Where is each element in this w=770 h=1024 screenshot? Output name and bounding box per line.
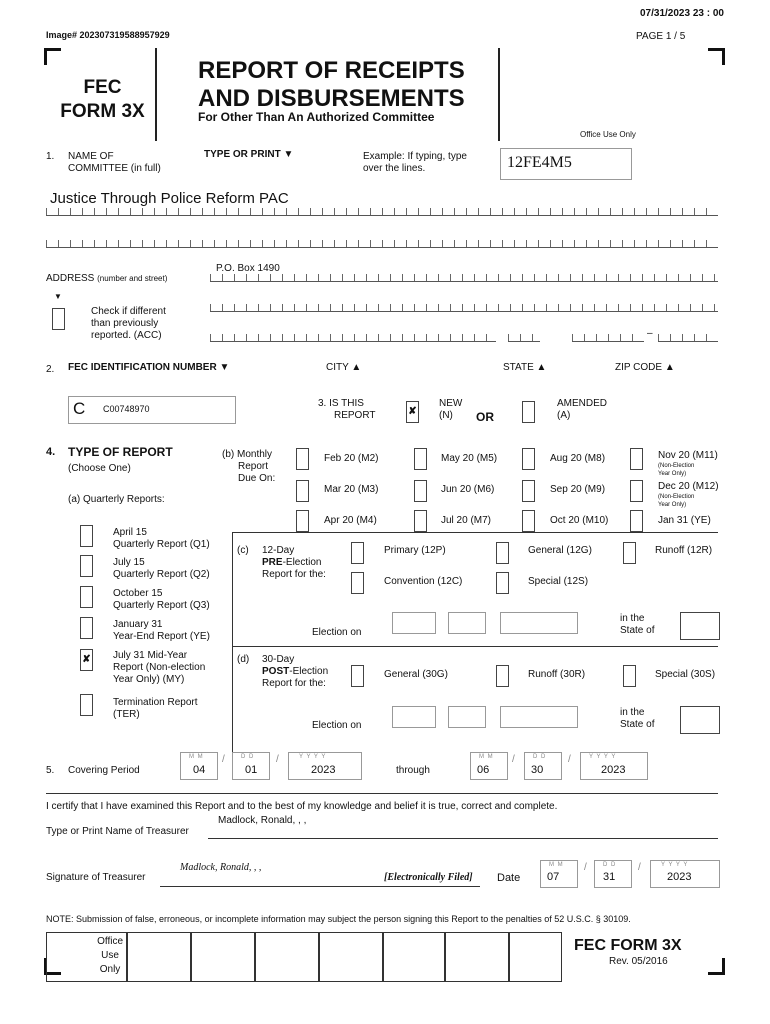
m4-checkbox[interactable] <box>296 510 309 532</box>
to-day-value: 30 <box>531 764 544 776</box>
12s-label: Special (12S) <box>528 576 589 587</box>
m11-label <box>658 450 718 478</box>
dd-hint: D D <box>533 754 547 760</box>
label-line: Quarterly Report (Q3) <box>113 600 210 611</box>
label-bold: PRE <box>262 557 283 568</box>
m5-checkbox[interactable] <box>414 448 427 470</box>
section-number: 3. <box>318 398 327 409</box>
date-month-field[interactable] <box>540 860 578 888</box>
divider <box>46 793 718 794</box>
m12-checkbox[interactable] <box>630 480 643 502</box>
yyyy-hint: Y Y Y Y <box>299 754 327 760</box>
page-number: PAGE 1 / 5 <box>636 31 686 42</box>
m4-label: Apr 20 (M4) <box>324 515 377 526</box>
label-line: July 31 Mid-Year <box>113 650 188 661</box>
m12-label <box>658 481 719 509</box>
form-subtitle: For Other Than An Authorized Committee <box>198 110 435 124</box>
label-line: REPORT <box>334 410 376 421</box>
label-line: (TER) <box>113 709 140 720</box>
pre-election-state[interactable] <box>680 612 720 640</box>
covering-period-label: Covering Period <box>68 765 140 776</box>
label-line: State of <box>620 625 655 636</box>
signature-label: Signature of Treasurer <box>46 872 146 883</box>
type-name-label: Type or Print Name of Treasurer <box>46 826 189 837</box>
to-month-value: 06 <box>477 764 490 776</box>
q3-checkbox[interactable] <box>80 586 93 608</box>
label-line: than previously <box>91 318 159 329</box>
label-line: 30-Day <box>262 654 295 665</box>
label-line: Due On: <box>238 473 276 484</box>
post-election-on-label: Election on <box>312 720 362 731</box>
pre-election-on-label: Election on <box>312 627 362 638</box>
ter-label <box>113 697 197 721</box>
m8-checkbox[interactable] <box>522 448 535 470</box>
m9-label: Sep 20 (M9) <box>550 484 606 495</box>
30s-label: Special (30S) <box>655 669 716 680</box>
slash: / <box>568 754 571 765</box>
note-line: Year Only) <box>658 471 687 477</box>
footer-form-name: FEC FORM 3X <box>574 937 682 954</box>
label-line: Report for the: <box>262 678 326 689</box>
example-code: 12FE4M5 <box>507 154 572 171</box>
section-number: 1. <box>46 151 55 162</box>
label-line: April 15 <box>113 527 147 538</box>
type-of-report-title: TYPE OF REPORT <box>68 445 173 459</box>
field-underline <box>508 341 540 342</box>
divider <box>232 532 718 533</box>
address-value: P.O. Box 1490 <box>216 263 280 274</box>
q1-label <box>113 527 210 551</box>
q1-checkbox[interactable] <box>80 525 93 547</box>
label-line: in the <box>620 707 645 718</box>
post-label <box>262 654 328 690</box>
dd-hint: D D <box>241 754 255 760</box>
penalty-note: NOTE: Submission of false, erroneous, or incomplete information may subject the person signing this Report to the penalties of 52 U.S.C. § 30109. <box>46 914 631 924</box>
title-line2: AND DISBURSEMENTS <box>198 85 465 112</box>
label-bold: POST <box>262 666 290 677</box>
section-number: 4. <box>46 446 56 458</box>
form-badge-line1: FEC <box>83 77 122 98</box>
pre-election-month[interactable] <box>392 612 436 634</box>
electronically-filed: [Electronically Filed] <box>384 872 473 883</box>
30s-checkbox[interactable] <box>623 665 636 687</box>
label-line: Year-End Report (YE) <box>113 631 210 642</box>
footer-revision: Rev. 05/2016 <box>609 956 668 967</box>
label-line: Office <box>97 936 123 947</box>
label-line: State of <box>620 719 655 730</box>
office-use-cell <box>190 932 256 982</box>
to-year-field[interactable] <box>580 752 648 780</box>
ye-monthly-checkbox[interactable] <box>630 510 643 532</box>
office-use-cell <box>382 932 446 982</box>
mm-hint: M M <box>549 862 564 868</box>
q2-label <box>113 557 210 581</box>
m6-checkbox[interactable] <box>414 480 427 502</box>
note-line: Year Only) <box>658 502 687 508</box>
amended-label <box>557 398 607 422</box>
from-month-value: 04 <box>193 764 206 776</box>
divider <box>155 48 157 141</box>
12p-checkbox[interactable] <box>351 542 364 564</box>
pre-election-day[interactable] <box>448 612 486 634</box>
m3-label: Mar 20 (M3) <box>324 484 379 495</box>
note-line: (Non-Election <box>658 494 695 500</box>
city-label: CITY ▲ <box>326 362 362 373</box>
label-line: AMENDED <box>557 398 608 409</box>
field-underline <box>210 281 718 282</box>
state-label: STATE ▲ <box>503 362 547 373</box>
12s-checkbox[interactable] <box>496 572 509 594</box>
zip-ext-field[interactable] <box>658 328 718 342</box>
label-line: reported. (ACC) <box>91 330 162 341</box>
yyyy-hint: Y Y Y Y <box>589 754 617 760</box>
section-number: 2. <box>46 364 55 375</box>
certification-statement: I certify that I have examined this Report and to the best of my knowledge and belief it is true, correct and complete. <box>46 801 558 812</box>
label-line: Report (Non-election <box>113 662 206 673</box>
label-line: (N) <box>439 410 453 421</box>
12g-checkbox[interactable] <box>496 542 509 564</box>
label-line: July 15 <box>113 557 145 568</box>
post-election-month[interactable] <box>392 706 436 728</box>
committee-name-field-line2[interactable] <box>46 232 718 248</box>
office-use-cell <box>508 932 562 982</box>
m6-label: Jun 20 (M6) <box>441 484 495 495</box>
field-underline <box>46 215 718 216</box>
label-line: (A) <box>557 410 571 421</box>
timestamp: 07/31/2023 23 : 00 <box>640 8 724 19</box>
is-this-report-label <box>318 398 376 422</box>
through-label: through <box>396 765 430 776</box>
address-label-sub: (number and street) <box>97 274 168 283</box>
office-use-only-label: Office Use Only <box>580 130 636 139</box>
fec-id-prefix: C <box>73 399 86 418</box>
m11-checkbox[interactable] <box>630 448 643 470</box>
quarterly-reports-label: (a) Quarterly Reports: <box>68 494 165 505</box>
my-checkbox[interactable]: ✘ <box>80 649 93 671</box>
pre-election-year[interactable] <box>500 612 578 634</box>
label-line: Quarterly Report (Q1) <box>113 539 210 550</box>
my-label <box>113 650 205 686</box>
from-month-field[interactable] <box>180 752 218 780</box>
label-line: in the <box>620 613 645 624</box>
pre-state-label <box>620 613 654 637</box>
address-label-main: ADDRESS <box>46 273 95 284</box>
example-box <box>500 148 632 180</box>
office-use-cell <box>444 932 510 982</box>
to-month-field[interactable] <box>470 752 508 780</box>
field-underline <box>210 341 496 342</box>
arrow-down-icon: ▼ <box>54 292 62 301</box>
label-line: Quarterly Report (Q2) <box>113 569 210 580</box>
from-year-value: 2023 <box>311 764 336 776</box>
m3-checkbox[interactable] <box>296 480 309 502</box>
30g-label: General (30G) <box>384 669 448 680</box>
to-year-value: 2023 <box>601 764 626 776</box>
office-use-cell <box>254 932 320 982</box>
m2-label: Feb 20 (M2) <box>324 453 379 464</box>
committee-name-field[interactable] <box>46 190 718 216</box>
office-use-label <box>97 935 123 977</box>
or-label: OR <box>476 410 494 424</box>
post-letter: (d) <box>237 654 250 665</box>
date-year-value: 2023 <box>667 871 692 883</box>
m7-label: Jul 20 (M7) <box>441 515 492 526</box>
note-line: (Non-Election <box>658 463 695 469</box>
example-line: over the lines. <box>363 163 426 174</box>
label-line: October 15 <box>113 588 163 599</box>
date-day-value: 31 <box>603 871 616 883</box>
fec-id-field[interactable] <box>68 396 236 424</box>
label-line: Report for the: <box>262 569 326 580</box>
label-line: NEW <box>439 398 463 409</box>
12r-label: Runoff (12R) <box>655 545 713 556</box>
image-number: Image# 202307319588957929 <box>46 30 170 40</box>
slash: / <box>512 754 515 765</box>
pre-label <box>262 545 326 581</box>
office-use-cell <box>318 932 384 982</box>
label-line: COMMITTEE (in full) <box>68 163 161 174</box>
m10-label: Oct 20 (M10) <box>550 515 609 526</box>
field-underline <box>210 311 718 312</box>
divider <box>232 532 233 752</box>
zip-dash: – <box>647 328 653 339</box>
post-election-year[interactable] <box>500 706 578 728</box>
treasurer-name-value: Madlock, Ronald, , , <box>218 815 307 826</box>
ye-monthly-label: Jan 31 (YE) <box>658 515 711 526</box>
example-line: Example: If typing, type <box>363 151 467 162</box>
label-line: Only <box>99 964 121 975</box>
slash: / <box>638 862 641 873</box>
12c-checkbox[interactable] <box>351 572 364 594</box>
to-day-field[interactable] <box>524 752 562 780</box>
m10-checkbox[interactable] <box>522 510 535 532</box>
section-number: 5. <box>46 765 55 776</box>
committee-name-value: Justice Through Police Reform PAC <box>50 190 289 207</box>
check-different-label <box>91 306 166 342</box>
12r-checkbox[interactable] <box>623 542 636 564</box>
address-line2-field[interactable] <box>210 298 718 312</box>
from-year-field[interactable] <box>288 752 362 780</box>
example-instructions <box>363 151 467 175</box>
date-year-field[interactable] <box>650 860 720 888</box>
ye-quarterly-checkbox[interactable] <box>80 617 93 639</box>
corner-mark-tr <box>708 48 725 65</box>
choose-one-label: (Choose One) <box>68 463 131 474</box>
q3-label <box>113 588 210 612</box>
30g-checkbox[interactable] <box>351 665 364 687</box>
corner-mark-br <box>708 958 725 975</box>
m2-checkbox[interactable] <box>296 448 309 470</box>
fec-id-label: FEC IDENTIFICATION NUMBER ▼ <box>68 362 230 373</box>
field-underline <box>572 341 644 342</box>
ter-checkbox[interactable] <box>80 694 93 716</box>
form-badge-line2: FORM 3X <box>60 101 145 122</box>
field-underline <box>658 341 718 342</box>
label-line: Nov 20 (M11) <box>658 450 718 461</box>
m8-label: Aug 20 (M8) <box>550 453 606 464</box>
form-badge <box>55 76 150 124</box>
amended-report-checkbox[interactable] <box>522 401 535 423</box>
signature-value: Madlock, Ronald, , , <box>180 862 262 873</box>
label-line: Year Only) (MY) <box>113 674 185 685</box>
treasurer-name-line <box>208 838 718 839</box>
form-title <box>198 57 465 113</box>
post-election-day[interactable] <box>448 706 486 728</box>
new-label <box>439 398 462 422</box>
pre-letter: (c) <box>237 545 249 556</box>
slash: / <box>276 754 279 765</box>
yyyy-hint: Y Y Y Y <box>661 862 689 868</box>
label-line: IS THIS <box>329 398 364 409</box>
title-line1: REPORT OF RECEIPTS <box>198 57 465 84</box>
divider <box>232 646 718 647</box>
acc-checkbox[interactable] <box>52 308 65 330</box>
label-line: NAME OF <box>68 151 114 162</box>
new-report-checkbox[interactable]: ✘ <box>406 401 419 423</box>
post-election-state[interactable] <box>680 706 720 734</box>
from-day-value: 01 <box>245 764 258 776</box>
label-line: Use <box>101 950 119 961</box>
slash: / <box>584 862 587 873</box>
signature-line <box>160 886 480 887</box>
fec-id-value: C00748970 <box>103 404 150 414</box>
zip-label: ZIP CODE ▲ <box>615 362 675 373</box>
zip-field[interactable] <box>572 328 644 342</box>
date-label: Date <box>497 872 521 884</box>
ye-label <box>113 619 210 643</box>
office-use-grid-label-cell <box>46 932 128 982</box>
label-rest: -Election <box>282 557 322 568</box>
label-line: Dec 20 (M12) <box>658 481 719 492</box>
office-use-cell <box>126 932 192 982</box>
type-or-print-label: TYPE OR PRINT ▼ <box>204 149 294 160</box>
address-line1-field[interactable] <box>210 262 718 282</box>
state-field[interactable] <box>508 328 540 342</box>
m7-checkbox[interactable] <box>414 510 427 532</box>
from-day-field[interactable] <box>232 752 270 780</box>
committee-name-label <box>68 151 161 175</box>
30r-checkbox[interactable] <box>496 665 509 687</box>
label-line: (b) Monthly <box>222 449 273 460</box>
12p-label: Primary (12P) <box>384 545 446 556</box>
30r-label: Runoff (30R) <box>528 669 586 680</box>
label-line: 12-Day <box>262 545 295 556</box>
date-day-field[interactable] <box>594 860 632 888</box>
monthly-report-label <box>222 449 275 485</box>
12c-label: Convention (12C) <box>384 576 463 587</box>
12g-label: General (12G) <box>528 545 592 556</box>
mm-hint: M M <box>189 754 204 760</box>
city-field[interactable] <box>210 328 496 342</box>
label-rest: -Election <box>289 666 329 677</box>
label-line: Check if different <box>91 306 166 317</box>
address-label <box>46 273 167 284</box>
m9-checkbox[interactable] <box>522 480 535 502</box>
mm-hint: M M <box>479 754 494 760</box>
label-line: Report <box>238 461 269 472</box>
corner-mark-tl <box>44 48 61 65</box>
q2-checkbox[interactable] <box>80 555 93 577</box>
field-underline <box>46 247 718 248</box>
divider <box>498 48 500 141</box>
label-line: January 31 <box>113 619 163 630</box>
post-state-label <box>620 707 654 731</box>
label-line: Termination Report <box>113 697 198 708</box>
slash: / <box>222 754 225 765</box>
date-month-value: 07 <box>547 871 560 883</box>
m5-label: May 20 (M5) <box>441 453 498 464</box>
dd-hint: D D <box>603 862 617 868</box>
